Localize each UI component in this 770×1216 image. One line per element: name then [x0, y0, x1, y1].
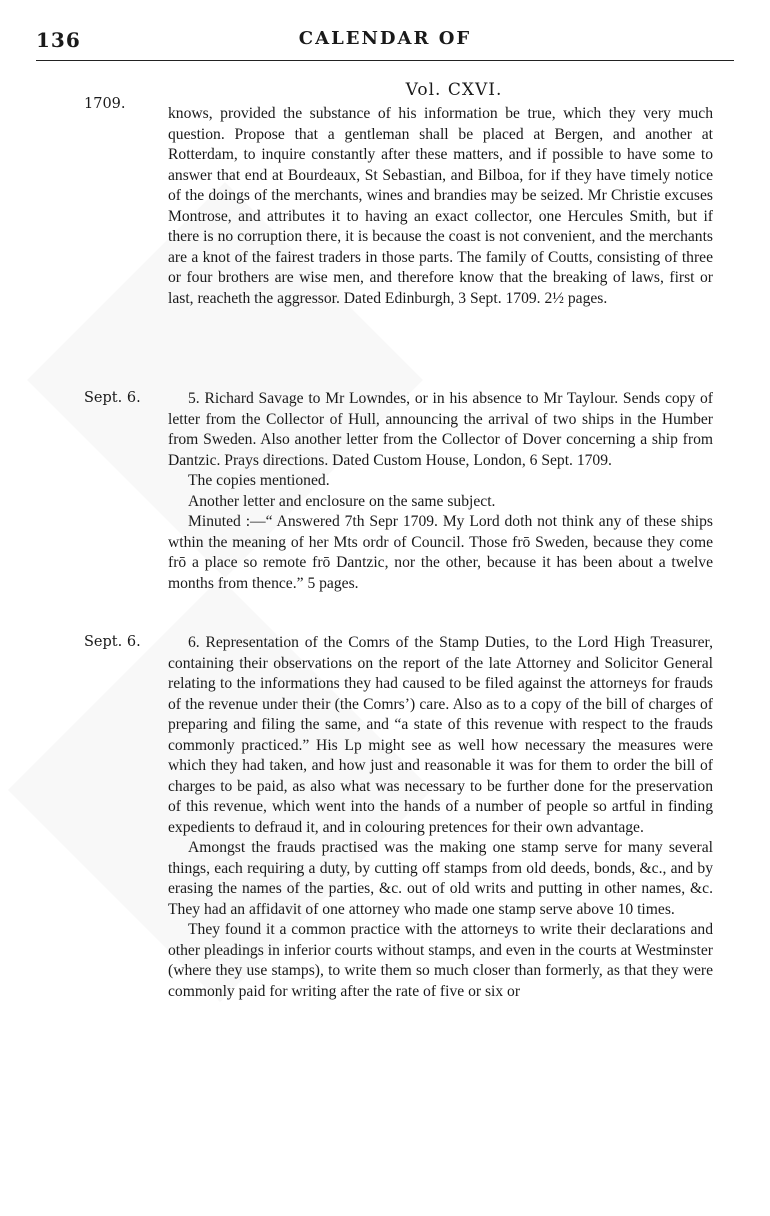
margin-date: 1709.: [84, 96, 126, 112]
running-title: CALENDAR OF: [298, 28, 472, 49]
paragraph: Amongst the frauds practised was the making one stamp serve for many several things, each requiring a duty, by cutting off stamps from old deeds, bonds, &c., and by erasing the names of the parties, &c. out of old writs and putting in other names, &c. They had an affidavit of one attorney who made one stamp serve above 10 times.: [168, 839, 713, 918]
entry-text: [168, 633, 713, 1002]
page-header: [36, 28, 734, 52]
paragraph: Another letter and enclosure on the same subject.: [188, 492, 496, 510]
margin-date: Sept. 6.: [84, 634, 141, 650]
volume-heading: Vol. CXVI.: [405, 80, 503, 100]
entry-text: [168, 389, 713, 594]
entry-text: [168, 104, 713, 309]
paragraph: They found it a common practice with the attorneys to write their declarations and other pleadings in inferior courts without stamps, and even in the courts at Westminster (where they use stamps), to write them so much closer than formerly, as that they were commonly paid for writing after the rate of five or six or: [168, 921, 713, 1000]
paragraph: 6. Representation of the Comrs of the Stamp Duties, to the Lord High Treasurer, containing their observations on the report of the late Attorney and Solicitor General relating to the informations they had caused to be filed against the attorneys for frauds of the revenue under their (the Comrs’) care. Also as to a copy of the bill of charges of preparing and filing the same, and “a state of this revenue with respect to the frauds commonly practiced.” His Lp might see as well how necessary the measures were which they had taken, and how just and reasonable it was for them to order the bill of charges to be paid, as also what was necessary to be further done for the preservation of this revenue, which went into the hands of a number of people so artful in finding expedients to defraud it, and in colouring pretences for their own advantage.: [168, 634, 713, 836]
header-rule: [36, 60, 734, 61]
paragraph: Minuted :—“ Answered 7th Sepr 1709. My Lord doth not think any of these ships wthin the meaning of her Mts ordr of Council. Those frō Sweden, because they come frō a place so remote frō Dantzic, nor the other, because it has been about a twelve months from thence.” 5 pages.: [168, 513, 713, 592]
margin-date: Sept. 6.: [84, 390, 141, 406]
paragraph: 5. Richard Savage to Mr Lowndes, or in his absence to Mr Taylour. Sends copy of letter from the Collector of Hull, announcing the arrival of two ships in the Humber from Sweden. Also another letter from the Collector of Dover concerning a ship from Dantzic. Prays directions. Dated Custom House, London, 6 Sept. 1709.: [168, 390, 713, 469]
paragraph: knows, provided the substance of his information be true, which they very much question. Propose that a gentleman shall be placed at Bergen, and another at Rotterdam, to inquire constantly after these matters, and if possible to have some to answer that end at Bourdeaux, St Sebastian, and Bilboa, for if they have timely notice of the doings of the merchants, wines and brandies may be seized. Mr Christie excuses Montrose, and attributes it to having an exact collector, one Hercules Smith, but if there is no corruption there, it is because the coast is not convenient, and the merchants are a knot of the fairest traders in those parts. The family of Coutts, consisting of three or four brothers are wise men, and therefore know that the breaking of laws, first or last, reacheth the aggressor. Dated Edinburgh, 3 Sept. 1709. 2½ pages.: [168, 105, 713, 307]
paragraph: The copies mentioned.: [188, 472, 330, 489]
page-number: 136: [36, 28, 81, 52]
